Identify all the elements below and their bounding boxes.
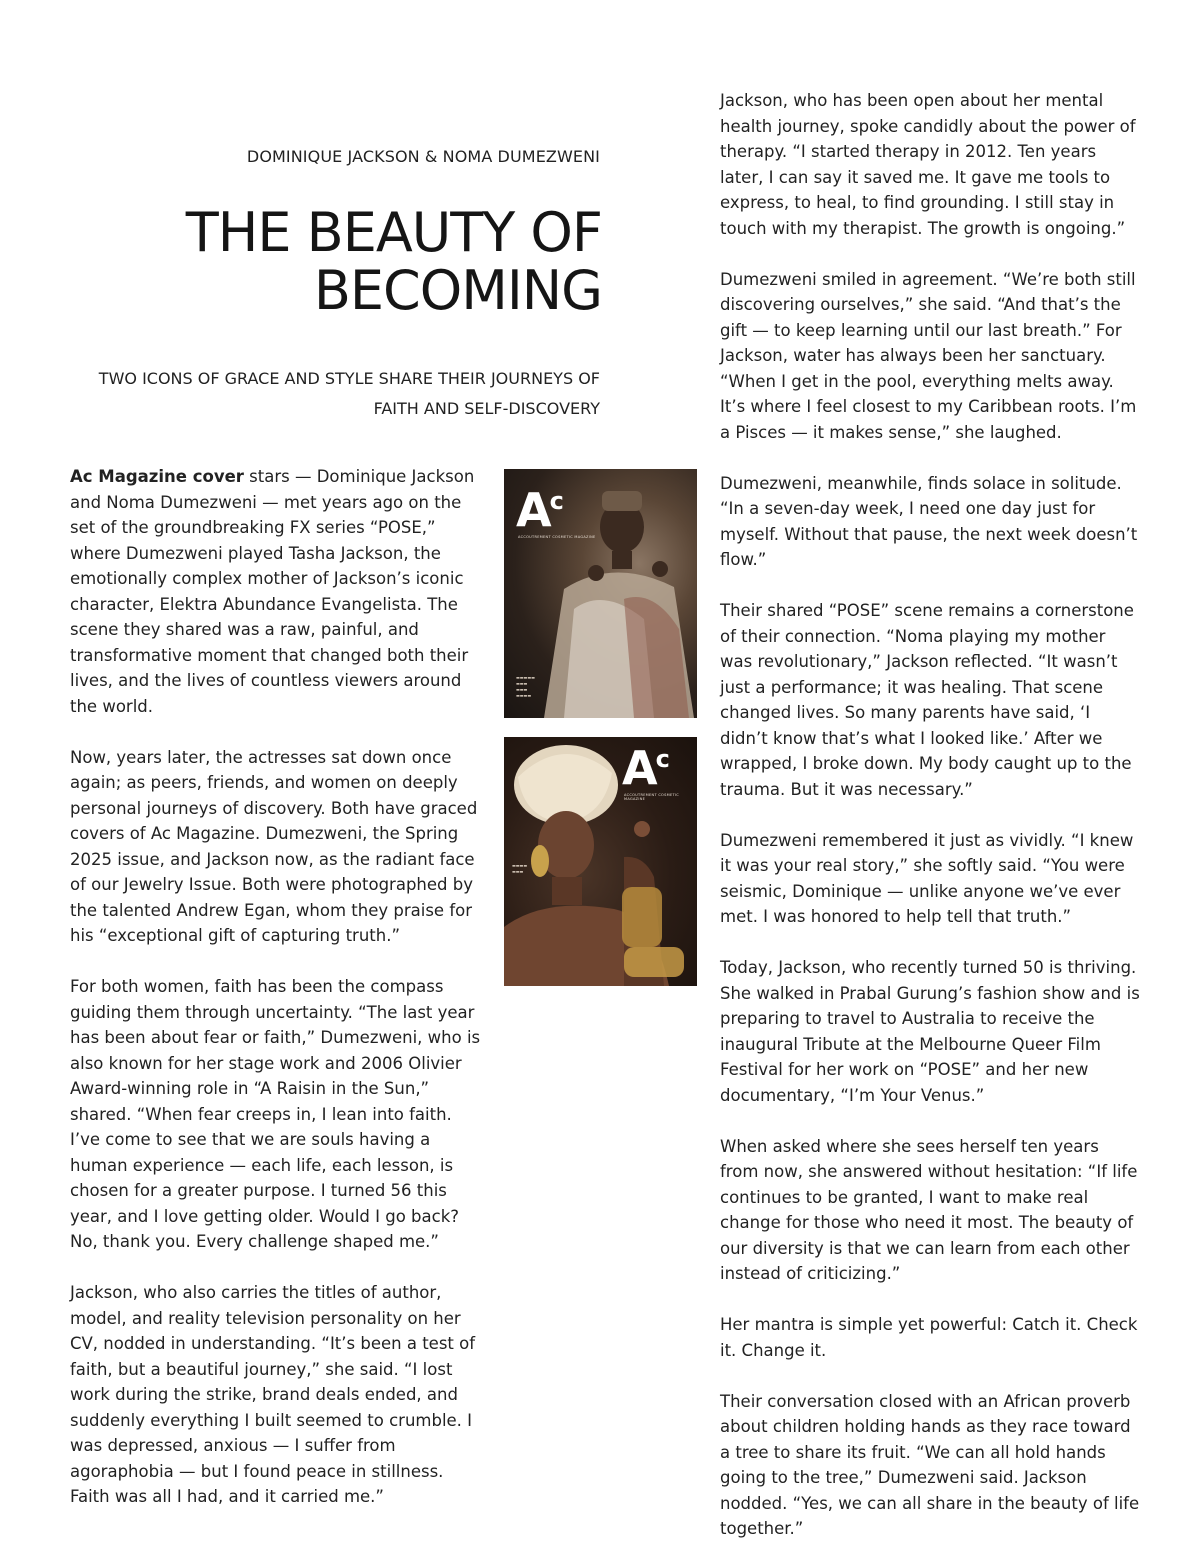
- paragraph: Their shared “POSE” scene remains a cornerstone of their connection. “Noma playing my mother was revolutionary,” Jackson reflected. “It wasn’t just a performance; it was healing. That scene changed lives. So many parents have said, ‘I didn’t know that’s what I looked like.’ After we wrapped, I broke down. My body caught up to the trauma. But it was necessary.”: [720, 601, 1134, 799]
- paragraph: Her mantra is simple yet powerful: Catch it. Check it. Change it.: [720, 1315, 1138, 1360]
- cover-1-logo: Ac: [516, 483, 564, 537]
- right-column: [720, 88, 1140, 1567]
- paragraph: Dumezweni remembered it just as vividly. “I knew it was your real story,” she softly said. “You were seismic, Dominique — unlike anyone we’ve ever met. I was honored to help tell that truth.”: [720, 830, 1134, 926]
- cover-1-coverline-marks: ▬▬▬▬▬ ▬▬▬ ▬▬▬ ▬▬▬▬: [516, 675, 535, 698]
- magazine-cover-image-2: [504, 737, 697, 986]
- lead-bold-text: Ac Magazine cover: [70, 467, 244, 486]
- paragraph: Their conversation closed with an African proverb about children holding hands as they race toward a tree to share its fruit. “We can all hold hands going to the tree,” Dumezweni said. Jackson nodded. “Yes, we can all share in the beauty of life together.”: [720, 1391, 1140, 1538]
- article-headline: [70, 201, 602, 322]
- paragraph-lead: [70, 464, 484, 719]
- paragraph: Jackson, who has been open about her mental health journey, spoke candidly about the power of therapy. “I started therapy in 2012. Ten years later, I can say it saved me. It gave me tools to express, to heal, to find grounding. I still stay in touch with my therapist. The growth is ongoing.”: [720, 91, 1136, 238]
- cover-2-logo: Ac: [622, 741, 670, 795]
- paragraph: For both women, faith has been the compass guiding them through uncertainty. “The last year has been about fear or faith,” Dumezweni, who is also known for her stage work and 2006 Olivier Award-winning role in “A Raisin in the Sun,” shared. “When fear creeps in, I lean into faith. I’ve come to see that we are souls having a human experience — each life, each lesson, is chosen for a greater purpose. I turned 56 this year, and I love getting older. Would I go back? No, thank you. Every challenge shaped me.”: [70, 977, 481, 1251]
- paragraph: Dumezweni smiled in agreement. “We’re both still discovering ourselves,” she said. “And that’s the gift — to keep learning until our last breath.” For Jackson, water has always been her sanctuary. “When I get in the pool, everything melts away. It’s where I feel closest to my Caribbean roots. I’m a Pisces — it makes sense,” she laughed.: [720, 269, 1137, 442]
- paragraph: Now, years later, the actresses sat down once again; as peers, friends, and women on deeply personal journeys of discovery. Both have graced covers of Ac Magazine. Dumezweni, the Spring 2025 issue, and Jackson now, as the radiant face of our Jewelry Issue. Both were photographed by the talented Andrew Egan, whom they praise for his “exceptional gift of capturing truth.”: [70, 747, 478, 945]
- paragraph: Jackson, who also carries the titles of author, model, and reality television personality on her CV, nodded in understanding. “It’s been a test of faith, but a beautiful journey,” she said. “I lost work during the strike, brand deals ended, and suddenly everything I built seemed to crumble. I was depressed, anxious — I suffer from agoraphobia — but I found peace in stillness. Faith was all I had, and it carried me.”: [70, 1283, 476, 1506]
- deck-line-2: FAITH AND SELF-DISCOVERY: [373, 399, 600, 418]
- lead-text: stars — Dominique Jackson and Noma Dumezweni — met years ago on the set of the groundbreaking FX series “POSE,” where Dumezweni played Tasha Jackson, the emotionally complex mother of Jackson’s iconic character, Elektra Abundance Evangelista. The scene they shared was a raw, painful, and transformative moment that changed both their lives, and the lives of countless viewers around the world.: [70, 467, 475, 716]
- headline-line-1: THE BEAUTY OF: [185, 201, 602, 264]
- paragraph: Dumezweni, meanwhile, finds solace in solitude. “In a seven-day week, I need one day just for myself. Without that pause, the next week doesn’t flow.”: [720, 473, 1138, 569]
- left-column: [70, 464, 484, 1535]
- paragraph: When asked where she sees herself ten years from now, she answered without hesitation: “If life continues to be granted, I want to make real change for those who need it most. The beauty of our diversity is that we can learn from each other instead of criticizing.”: [720, 1136, 1138, 1283]
- article-kicker: DOMINIQUE JACKSON & NOMA DUMEZWENI: [246, 147, 600, 166]
- cover-2-tagline: ACCOUTREMENT COSMETIC MAGAZINE: [624, 793, 679, 801]
- paragraph: Today, Jackson, who recently turned 50 is thriving. She walked in Prabal Gurung’s fashion show and is preparing to travel to Australia to receive the inaugural Tribute at the Melbourne Queer Film Festival for her work on “POSE” and her new documentary, “I’m Your Venus.”: [720, 958, 1140, 1105]
- deck-line-1: TWO ICONS OF GRACE AND STYLE SHARE THEIR JOURNEYS OF: [98, 369, 600, 388]
- magazine-cover-image-1: [504, 469, 697, 718]
- headline-line-2: BECOMING: [313, 259, 602, 322]
- cover-2-coverline-marks: ▬▬▬▬ ▬▬▬: [512, 863, 528, 874]
- article-deck: [70, 364, 600, 424]
- cover-1-tagline: ACCOUTREMENT COSMETIC MAGAZINE: [518, 535, 596, 539]
